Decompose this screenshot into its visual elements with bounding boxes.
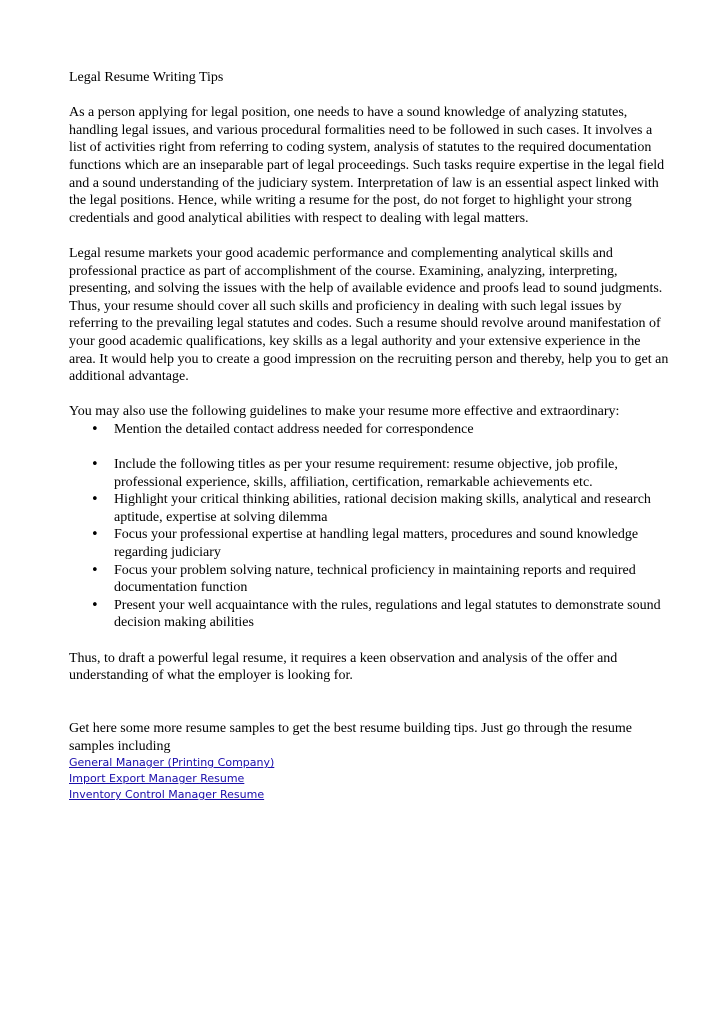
more-samples-paragraph: Get here some more resume samples to get the best resume building tips. Just go through the resume samples including: [69, 720, 632, 754]
list-item-text: Present your well acquaintance with the rules, regulations and legal statutes to demonstrate sound decision making abilities: [114, 597, 661, 631]
list-item-text: Highlight your critical thinking abilities, rational decision making skills, analytical and research aptitude, expertise at solving dilemma: [114, 492, 651, 525]
list-item: [69, 456, 669, 491]
bullet-icon: •: [91, 562, 99, 578]
list-item: [69, 526, 669, 561]
list-item: [69, 421, 669, 439]
document-page: [69, 69, 669, 803]
list-item-text: Include the following titles as per your resume requirement: resume objective, job profile, professional experience, skills, affiliation, certification, remarkable achievements etc.: [114, 457, 618, 490]
list-item-text: Mention the detailed contact address needed for correspondence: [114, 421, 474, 437]
bullet-icon: •: [91, 597, 99, 613]
guidelines-list: [69, 421, 669, 632]
list-item: [69, 597, 669, 632]
document-title: Legal Resume Writing Tips: [69, 70, 224, 85]
link-general-manager[interactable]: General Manager (Printing Company): [69, 756, 275, 770]
list-item: [69, 491, 669, 526]
bullet-icon: •: [91, 492, 99, 508]
guidelines-intro: You may also use the following guidelines to make your resume more effective and extraordinary:: [69, 404, 620, 420]
intro-paragraph: As a person applying for legal position, one needs to have a sound knowledge of analyzing statutes, handling legal issues, and various procedural formalities need to be followed in such cases. It involves a list of activities right from referring to coding system, analysis of statutes to the required documentation functions which are an inseparable part of legal proceedings. Such tasks require expertise in the legal field and a sound understanding of the judiciary system. Interpretation of law is an essential aspect linked with the legal positions. Hence, while writing a resume for the post, do not forget to highlight your strong credentials and good analytical abilities with respect to dealing with legal matters.: [69, 105, 665, 226]
list-item-text: Focus your problem solving nature, technical proficiency in maintaining reports and required documentation function: [114, 562, 636, 596]
list-item-text: Focus your professional expertise at handling legal matters, procedures and sound knowledge regarding judiciary: [114, 527, 639, 561]
conclusion-paragraph: Thus, to draft a powerful legal resume, it requires a keen observation and analysis of the offer and understanding of what the employer is looking for.: [69, 650, 618, 684]
bullet-icon: •: [91, 421, 99, 437]
bullet-icon: •: [91, 527, 99, 543]
resume-markets-paragraph: Legal resume markets your good academic performance and complementing analytical skills and professional practice as part of accomplishment of the course. Examining, analyzing, interpreting, presenting, and solving the issues with the help of available evidence and proofs lead to sound judgments. Thus, your resume should cover all such skills and proficiency in dealing with such legal issues by referring to the prevailing legal statutes and codes. Such a resume should revolve around manifestation of your good academic qualifications, key skills as a legal authority and your extensive experience in the area. It would help you to create a good impression on the recruiting person and thereby, help you to get an additional advantage.: [69, 245, 669, 385]
bullet-icon: •: [91, 457, 99, 473]
link-import-export-manager[interactable]: Import Export Manager Resume: [69, 772, 245, 786]
blank-line: [69, 702, 669, 720]
link-inventory-control-manager[interactable]: Inventory Control Manager Resume: [69, 788, 265, 802]
list-item: [69, 562, 669, 597]
sample-links: [69, 755, 669, 803]
